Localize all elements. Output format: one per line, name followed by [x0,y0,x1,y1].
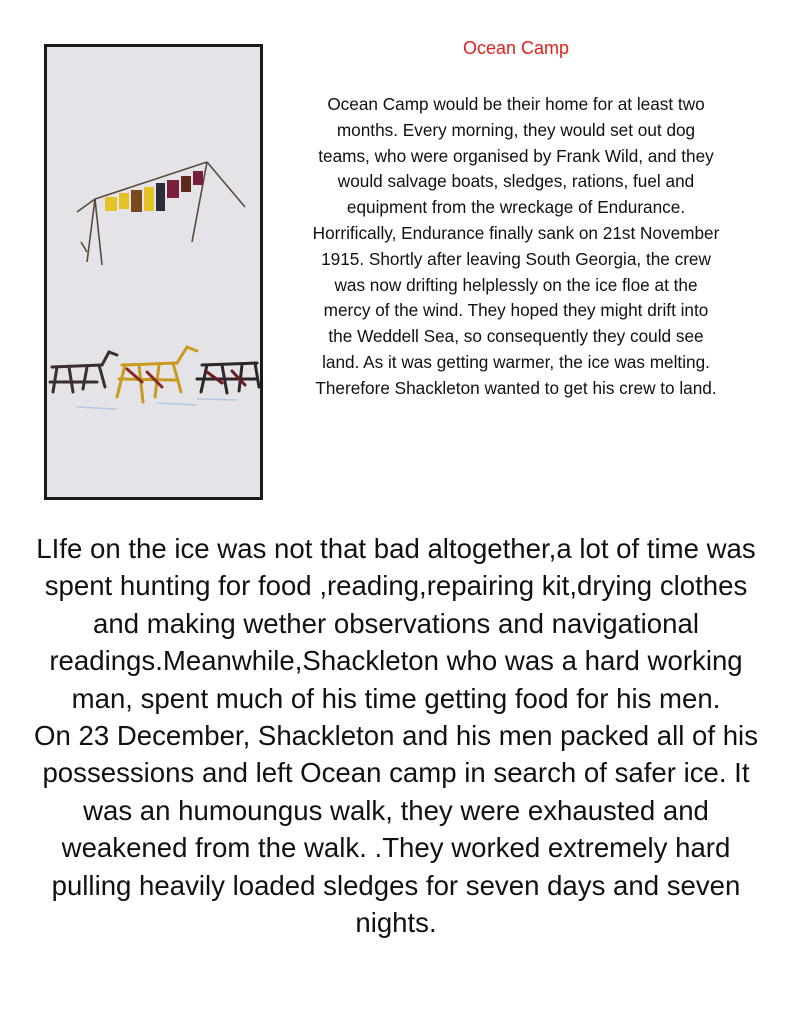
main-text [30,530,762,941]
body-paragraph-2: On 23 December, Shackleton and his men packed all of his possessions and left Ocean camp in search of safer ice. It was an humoungus walk, they were exhausted and weakened from the walk. .They worked extremely hard pulling heavily loaded sledges for seven days and seven nights. [34,720,758,939]
clothesline-and-sled-dogs-drawing [44,44,263,500]
drawing-canvas [47,47,260,497]
page-title: Ocean Camp [462,38,570,58]
body-paragraph-1: LIfe on the ice was not that bad altogether,a lot of time was spent hunting for food ,reading,repairing kit,drying clothes and making wether observations and navigational readings.Meanwhile,Shackleton who was a hard working man, spent much of his time getting food for his men. [36,533,756,714]
intro-paragraph: Ocean Camp would be their home for at least two months. Every morning, they would set out dog teams, who were organised by Frank Wild, and they would salvage boats, sledges, rations, fuel and equipment from the wreckage of Endurance. Horrifically, Endurance finally sank on 21st November 1915. Shortly after leaving South Georgia, the crew was now drifting helplessly on the ice floe at the mercy of the wind. They hoped they might drift into the Weddell Sea, so consequently they could see land. As it was getting warmer, the ice was melting. Therefore Shackleton wanted to get his crew to land. [312,94,720,398]
intro-column [312,34,720,402]
